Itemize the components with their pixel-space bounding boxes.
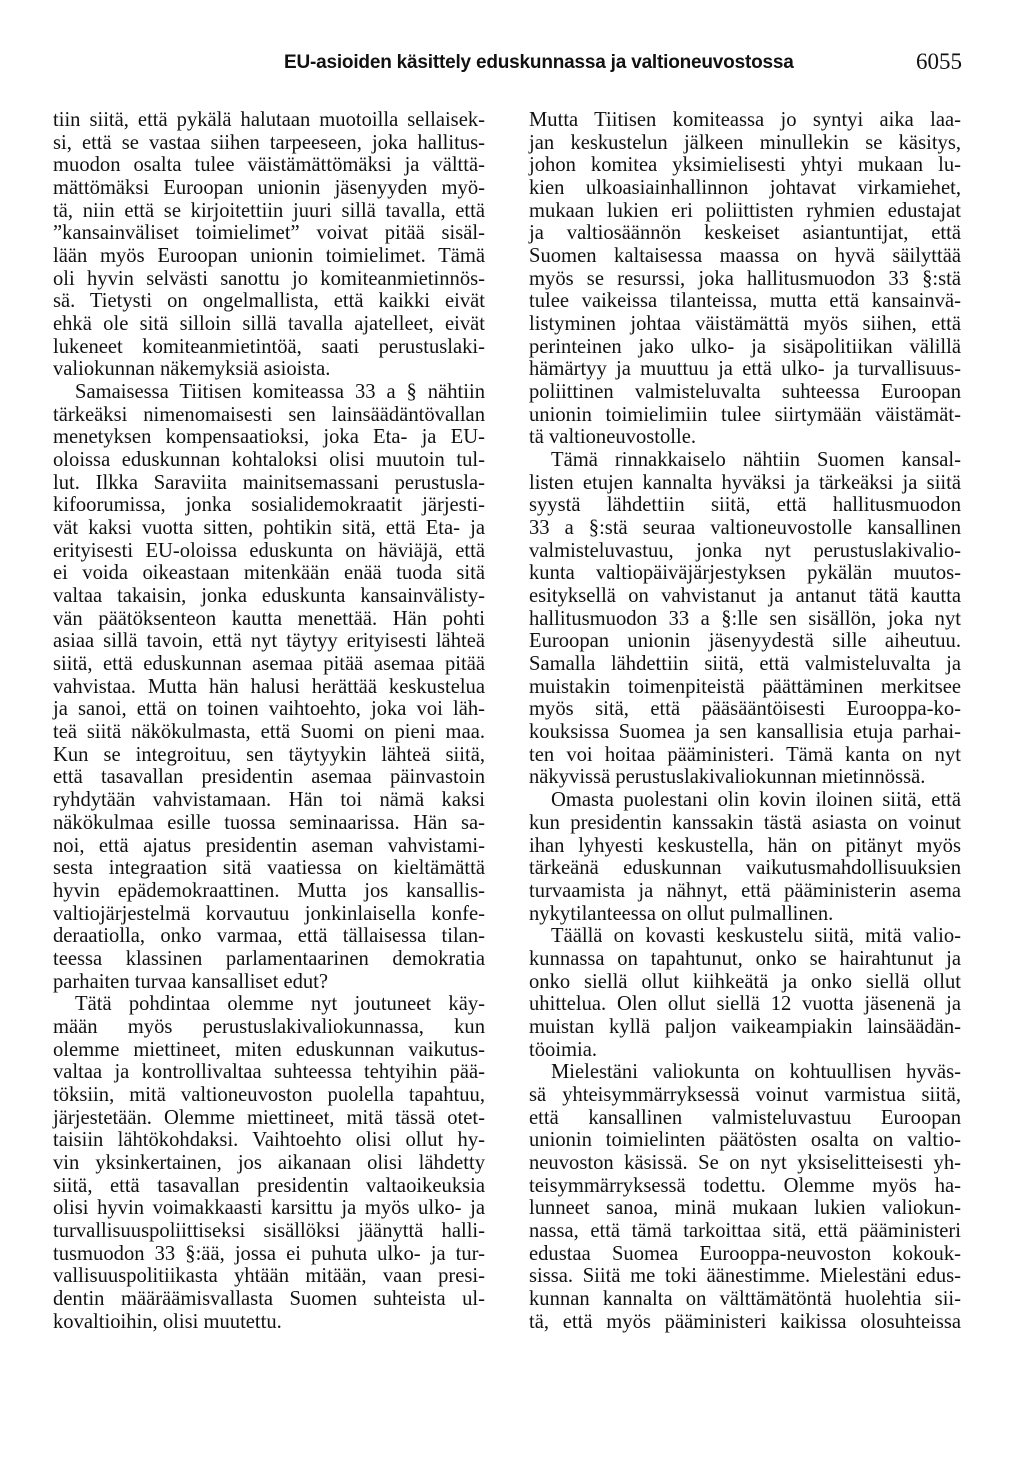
text-line: menetyksen kompensaatioksi, joka Eta- ja EU- bbox=[53, 426, 485, 449]
text-line: oloissa eduskunnan kohtaloksi olisi muutoin tul- bbox=[53, 449, 485, 472]
text-line: Euroopan unionin jäsenyydestä sille aiheutuu. bbox=[529, 630, 961, 653]
text-line: tärkeäksi nimenomaisesti sen lainsäädäntövallan bbox=[53, 403, 485, 426]
text-line: ryhdytään vahvistamaan. Hän toi nämä kaksi bbox=[53, 789, 485, 812]
text-line: muodon osalta tulee väistämättömäksi ja välttä- bbox=[53, 154, 485, 177]
paragraph bbox=[529, 925, 961, 1061]
text-line: si, että se vastaa siihen tarpeeseen, joka hallitus- bbox=[53, 131, 485, 154]
text-line: erityisesti EU-oloissa eduskunta on häviäjä, että bbox=[53, 539, 485, 562]
text-line: töoimia. bbox=[529, 1038, 598, 1061]
text-line: kouksissa Suomea ja sen kansallisia etuja parhai- bbox=[529, 721, 961, 744]
text-line: Kun se integroituu, sen täytyykin lähteä siitä, bbox=[53, 743, 485, 766]
text-line: kunnan kannalta on välttämätöntä huolehtia sii- bbox=[529, 1287, 961, 1310]
text-line: poliittinen valmisteluvalta suhteessa Euroopan bbox=[529, 381, 961, 404]
text-line: kun presidentin kanssakin tästä asiasta on voinut bbox=[529, 811, 961, 834]
text-line: valmisteluvastuu, jonka nyt perustuslakivalio- bbox=[529, 539, 961, 562]
text-line: tusmuodon 33 §:ää, jossa ei puhuta ulko- ja tur- bbox=[53, 1242, 485, 1265]
text-line: unionin toimielinten päätösten osalta on valtio- bbox=[529, 1129, 961, 1152]
text-line: Mielestäni valiokunta on kohtuullisen hyväs- bbox=[551, 1061, 961, 1084]
text-line: edustaa Suomea Eurooppa-neuvoston kokouk- bbox=[529, 1242, 961, 1265]
text-line: olemme miettineet, miten eduskunnan vaikutus- bbox=[53, 1038, 485, 1061]
text-line: syystä lähdettiin siitä, että hallitusmuodon bbox=[529, 494, 961, 517]
text-line: lut. Ilkka Saraviita mainitsemassani perustusla- bbox=[53, 471, 485, 494]
text-line: muistan kyllä paljon vaikeampiakin lainsäädän- bbox=[529, 1015, 961, 1038]
text-line: sissa. Siitä me toki äänestimme. Mielestäni edus- bbox=[529, 1265, 961, 1288]
text-line: vahvistaa. Mutta hän halusi herättää keskustelua bbox=[53, 675, 485, 698]
text-line: kien ulkoasiainhallinnon johtavat virkamiehet, bbox=[529, 177, 961, 200]
text-line: lunneet sanoa, minä mukaan lukien valiokun- bbox=[529, 1197, 961, 1220]
text-line: teessa klassinen parlamentaarinen demokratia bbox=[53, 947, 485, 970]
right-text-column bbox=[529, 109, 961, 1333]
text-line: valiokunnan näkemyksiä asioista. bbox=[53, 358, 331, 381]
text-line: esityksellä on vahvistanut ja antanut tätä kautta bbox=[529, 585, 961, 608]
text-line: Täällä on kovasti keskustelu siitä, mitä valio- bbox=[551, 925, 961, 948]
text-line: näkyvissä perustuslakivaliokunnan mietinnössä. bbox=[529, 766, 926, 789]
text-line: valtaa ja kontrollivaltaa suhteessa tehtyihin pää- bbox=[53, 1061, 485, 1084]
text-line: ei voida oikeastaan mitenkään enää tuoda sitä bbox=[53, 562, 485, 585]
text-line: kunta valtiopäiväjärjestyksen pykälän muutos- bbox=[529, 562, 961, 585]
paragraph bbox=[529, 109, 961, 449]
text-line: taisiin lähtökohdaksi. Vaihtoehto olisi ollut hy- bbox=[53, 1129, 485, 1152]
text-line: Samaisessa Tiitisen komiteassa 33 a § nähtiin bbox=[75, 381, 485, 404]
text-line: vin yksinkertainen, jos aikanaan olisi lähdetty bbox=[53, 1151, 485, 1174]
text-line: tulee vaikeissa tilanteissa, mutta että kansainvä- bbox=[529, 290, 961, 313]
text-line: turvaamista ja nähnyt, että pääministerin asema bbox=[529, 879, 961, 902]
text-line: tä, että myös pääministeri kaikissa olosuhteissa bbox=[529, 1310, 961, 1333]
text-line: kifoorumissa, jonka sosialidemokraatit järjesti- bbox=[53, 494, 485, 517]
text-line: nykytilanteessa on ollut pulmallinen. bbox=[529, 902, 834, 925]
text-line: asiaa sillä tavoin, että nyt täytyy erityisesti lähteä bbox=[53, 630, 485, 653]
text-line: Tämä rinnakkaiselo nähtiin Suomen kansal- bbox=[551, 449, 961, 472]
text-line: Samalla lähdettiin siitä, että valmisteluvalta ja bbox=[529, 653, 961, 676]
left-text-column bbox=[53, 109, 485, 1333]
text-line: ten voi hoitaa pääministeri. Tämä kanta on nyt bbox=[529, 743, 961, 766]
text-line: sä. Tietysti on ongelmallista, että kaikki eivät bbox=[53, 290, 485, 313]
text-line: lukeneet komiteanmietintöä, saati perustuslaki- bbox=[53, 335, 485, 358]
text-line: myös se resurssi, joka hallitusmuodon 33 §:stä bbox=[529, 267, 961, 290]
text-line: nassa, että tämä tarkoittaa sitä, että pääministeri bbox=[529, 1219, 961, 1242]
text-line: 33 a §:stä seuraa valtioneuvostolle kansallinen bbox=[529, 517, 961, 540]
text-line: Tätä pohdintaa olemme nyt joutuneet käy- bbox=[75, 993, 485, 1016]
text-line: järjestetään. Olemme miettineet, mitä tässä otet- bbox=[53, 1106, 485, 1129]
text-line: vallisuuspolitiikasta yhtään mitään, vaan presi- bbox=[53, 1265, 485, 1288]
text-line: turvallisuuspoliittiseksi sisällöksi jäänyttä halli- bbox=[53, 1219, 485, 1242]
text-line: sesta integraation sitä vaatiessa on kieltämättä bbox=[53, 857, 485, 880]
text-line: tärkeänä eduskunnan vaikutusmahdollisuuksien bbox=[529, 857, 961, 880]
text-line: valtaa takaisin, jonka eduskunta kansainvälisty- bbox=[53, 585, 485, 608]
text-line: listen etujen kannalta hyväksi ja tärkeäksi ja siitä bbox=[529, 471, 961, 494]
text-line: tä valtioneuvostolle. bbox=[529, 426, 697, 449]
text-line: mukaan lukien eri poliittisten ryhmien edustajat bbox=[529, 199, 961, 222]
running-title: EU-asioiden käsittely eduskunnassa ja valtioneuvostossa bbox=[284, 52, 794, 73]
text-line: onko siellä ollut kiihkeätä ja onko siellä ollut bbox=[529, 970, 961, 993]
text-line: Omasta puolestani olin kovin iloinen siitä, että bbox=[551, 789, 961, 812]
text-line: mättömäksi Euroopan unionin jäsenyyden myö- bbox=[53, 177, 485, 200]
text-line: näkökulmaa esille tuossa seminaarissa. Hän sa- bbox=[53, 811, 485, 834]
text-line: valtiojärjestelmä korvautuu jonkinlaisella konfe- bbox=[53, 902, 485, 925]
text-line: sä yhteisymmärryksessä voinut varmistua siitä, bbox=[529, 1083, 961, 1106]
text-line: hämärtyy ja muuttuu ja että ulko- ja turvallisuus- bbox=[529, 358, 961, 381]
text-line: että kansallinen valmisteluvastuu Euroopan bbox=[529, 1106, 961, 1129]
paragraph bbox=[53, 993, 485, 1333]
paragraph bbox=[529, 1061, 961, 1333]
text-line: siitä, että tasavallan presidentin valtaoikeuksia bbox=[53, 1174, 485, 1197]
text-line: hyvin epädemokraattinen. Mutta jos kansallis- bbox=[53, 879, 485, 902]
text-line: neuvoston käsissä. Se on nyt yksiselitteisesti yh- bbox=[529, 1151, 961, 1174]
text-line: tä, niin että se kirjoitettiin juuri sillä tavalla, että bbox=[53, 199, 485, 222]
text-line: teisymmärryksessä todettu. Olemme myös ha- bbox=[529, 1174, 961, 1197]
text-line: kunnassa on tapahtunut, onko se hairahtunut ja bbox=[529, 947, 961, 970]
text-line: että tasavallan presidentin asemaa päinvastoin bbox=[53, 766, 485, 789]
text-line: deraatiolla, onko varmaa, että tällaisessa tilan- bbox=[53, 925, 485, 948]
text-line: olisi hyvin voimakkaasti karsittu ja myös ulko- ja bbox=[53, 1197, 485, 1220]
text-line: ja valtiosäännön keskeiset asiantuntijat, että bbox=[529, 222, 961, 245]
text-line: listyminen johtaa väistämättä myös siihen, että bbox=[529, 313, 961, 336]
text-line: unionin toimielimiin tulee siirtymään väistämät- bbox=[529, 403, 961, 426]
text-line: muistakin toimenpiteistä päättäminen merkitsee bbox=[529, 675, 961, 698]
text-line: Mutta Tiitisen komiteassa jo syntyi aika laa- bbox=[529, 109, 961, 131]
paragraph bbox=[529, 789, 961, 925]
text-line: siitä, että eduskunnan asemaa pitää asemaa pitää bbox=[53, 653, 485, 676]
text-line: ehkä ole sitä silloin sillä tavalla ajatelleet, eivät bbox=[53, 313, 485, 336]
text-line: vät kaksi vuotta sitten, pohtikin sitä, että Eta- ja bbox=[53, 517, 485, 540]
text-line: ihan lyhyesti keskustella, hän on pitänyt myös bbox=[529, 834, 961, 857]
page-number: 6055 bbox=[916, 49, 962, 74]
text-line: töksiin, mitä valtioneuvoston puolella tapahtuu, bbox=[53, 1083, 485, 1106]
text-line: oli hyvin selvästi sanottu jo komiteanmietinnös- bbox=[53, 267, 485, 290]
paragraph bbox=[529, 449, 961, 789]
text-line: vän päätöksenteon kautta menettää. Hän pohti bbox=[53, 607, 485, 630]
text-line: hallitusmuodon 33 a §:lle sen sisällön, joka nyt bbox=[529, 607, 961, 630]
paragraph bbox=[53, 381, 485, 993]
text-line: dentin määräämisvallasta Suomen suhteista ul- bbox=[53, 1287, 485, 1310]
text-line: teä siitä näkökulmasta, että Suomi on pieni maa. bbox=[53, 721, 485, 744]
text-line: jan keskustelun jälkeen minullekin se käsitys, bbox=[529, 131, 961, 154]
text-line: myös sitä, että pääsääntöisesti Eurooppa-ko- bbox=[529, 698, 961, 721]
text-line: Suomen kaltaisessa maassa on hyvä säilyttää bbox=[529, 245, 961, 268]
text-line: kovaltioihin, olisi muutettu. bbox=[53, 1310, 282, 1333]
text-line: lään myös Euroopan unionin toimielimet. Tämä bbox=[53, 245, 485, 268]
text-line: tiin siitä, että pykälä halutaan muotoilla sellaisek- bbox=[53, 109, 485, 131]
text-line: ja sanoi, että on toinen vaihtoehto, joka voi läh- bbox=[53, 698, 485, 721]
text-line: parhaiten turvaa kansalliset edut? bbox=[53, 970, 329, 993]
text-line: ”kansainväliset toimielimet” voivat pitää sisäl- bbox=[53, 222, 485, 245]
paragraph bbox=[53, 109, 485, 381]
text-line: noi, että ajatus presidentin aseman vahvistami- bbox=[53, 834, 485, 857]
text-line: perinteinen jako ulko- ja sisäpolitiikan välillä bbox=[529, 335, 961, 358]
text-line: mään myös perustuslakivaliokunnassa, kun bbox=[53, 1015, 485, 1038]
text-line: johon komitea yksimielisesti yhtyi mukaan lu- bbox=[529, 154, 961, 177]
text-line: uhittelua. Olen ollut siellä 12 vuotta jäsenenä ja bbox=[529, 993, 961, 1016]
